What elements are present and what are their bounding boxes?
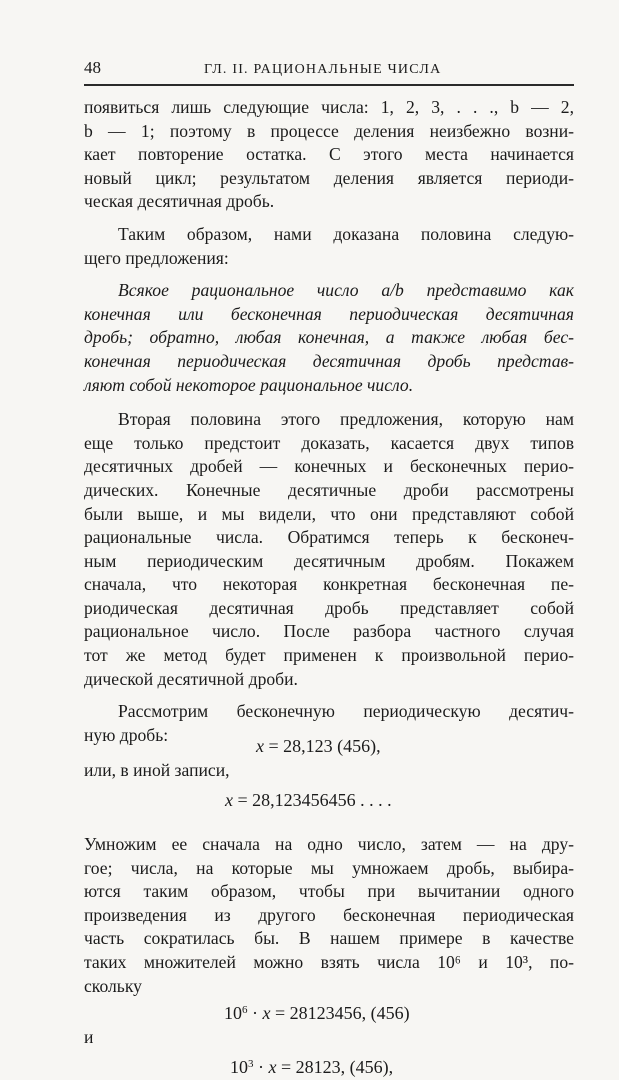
header-rule [84, 84, 574, 86]
text-line: сначала, что некоторая конкретная бесконечная пе- [84, 574, 574, 595]
text-line: еще только предстоит доказать, касается двух типов [84, 432, 574, 453]
formula-base: 10 [224, 1003, 242, 1024]
formula-variable: x [256, 736, 264, 757]
text-line: рациональное число. После разбора частного случая [84, 621, 574, 642]
text-line: тот же метод будет применен к произвольной перио- [84, 645, 574, 666]
running-title: ГЛ. II. РАЦИОНАЛЬНЫЕ ЧИСЛА [204, 62, 442, 77]
text-line: конечная периодическая десятичная дробь представ- [84, 350, 574, 371]
text-line: дробь; обратно, любая конечная, а также любая бес- [84, 327, 574, 348]
paragraph-3 [84, 408, 574, 691]
formula-body: = 28,123 (456), [264, 736, 381, 757]
book-page [84, 58, 574, 1080]
text-line: гое; числа, на которые мы умножаем дробь, выбира- [84, 857, 574, 878]
paragraph-1 [84, 96, 574, 214]
page-header [84, 58, 574, 84]
text-line: Всякое рациональное число a/b представимо как [118, 280, 574, 301]
text-line: ляют собой некоторое рациональное число. [84, 374, 414, 395]
formula-variable: x [262, 1003, 271, 1024]
theorem-statement [84, 279, 574, 397]
text-line: появиться лишь следующие числа: 1, 2, 3, . . ., b — 2, [84, 97, 574, 117]
text-line: ную дробь: [84, 724, 169, 745]
formula-exponent: 6 [242, 1004, 248, 1017]
text-line: щего предложения: [84, 247, 229, 268]
text-line: десятичных дробей — конечных и бесконечных перио- [84, 456, 574, 477]
text-line: конечная или бесконечная периодическая десятичная [84, 303, 574, 324]
text-line: рациональные числа. Обратимся теперь к бесконеч- [84, 527, 574, 548]
formula-10-6 [84, 1000, 574, 1026]
text-line: Вторая половина этого предложения, которую нам [118, 409, 574, 430]
formula-dot: · [253, 1056, 269, 1077]
text-line: были выше, и мы видели, что они представляют собой [84, 503, 574, 524]
formula-x-expanded [84, 787, 574, 813]
formula-body: = 28,123456456 . . . . [233, 790, 392, 811]
text-line: часть сократилась бы. В нашем примере в качестве [84, 928, 574, 949]
formula-body: = 28123, (456), [276, 1056, 394, 1077]
formula-body: = 28123456, (456) [270, 1003, 410, 1024]
formula-variable: x [268, 1056, 277, 1077]
text-line: ческая десятичная дробь. [84, 191, 275, 212]
formula-exponent: 3 [248, 1057, 254, 1070]
text-line: таких множителей можно взять числа 10⁶ и 10³, по- [84, 952, 574, 972]
text-line: риодическая десятичная дробь представляет собой [84, 597, 574, 618]
connector-text: или, в иной записи, [84, 760, 230, 781]
text-line: ным периодическим десятичным дробям. Покажем [84, 550, 574, 571]
connector-text: и [84, 1027, 94, 1048]
paragraph-5 [84, 833, 574, 998]
text-line: Рассмотрим бесконечную периодическую десятич- [118, 701, 574, 722]
text-line: дических. Конечные десятичные дроби рассмотрены [84, 479, 574, 500]
text-line: Таким образом, нами доказана половина следую- [118, 223, 574, 244]
text-line: ются таким образом, чтобы при вычитании одного [84, 881, 574, 902]
text-line: b — 1; поэтому в процессе деления неизбежно возни- [84, 120, 574, 141]
text-line: Умножим ее сначала на одно число, затем — на дру- [84, 834, 574, 855]
page-number: 48 [84, 58, 101, 77]
text-line: скольку [84, 975, 142, 996]
text-line: произведения из другого бесконечная периодическая [84, 904, 574, 925]
formula-base: 10 [230, 1056, 248, 1077]
text-line: кает повторение остатка. С этого места начинается [84, 144, 574, 165]
text-line: новый цикл; результатом деления является периоди- [84, 167, 574, 188]
formula-dot: · [247, 1003, 263, 1024]
formula-10-3 [84, 1054, 574, 1080]
paragraph-2 [84, 223, 574, 270]
text-line: дической десятичной дроби. [84, 668, 298, 689]
formula-variable: x [225, 790, 233, 811]
